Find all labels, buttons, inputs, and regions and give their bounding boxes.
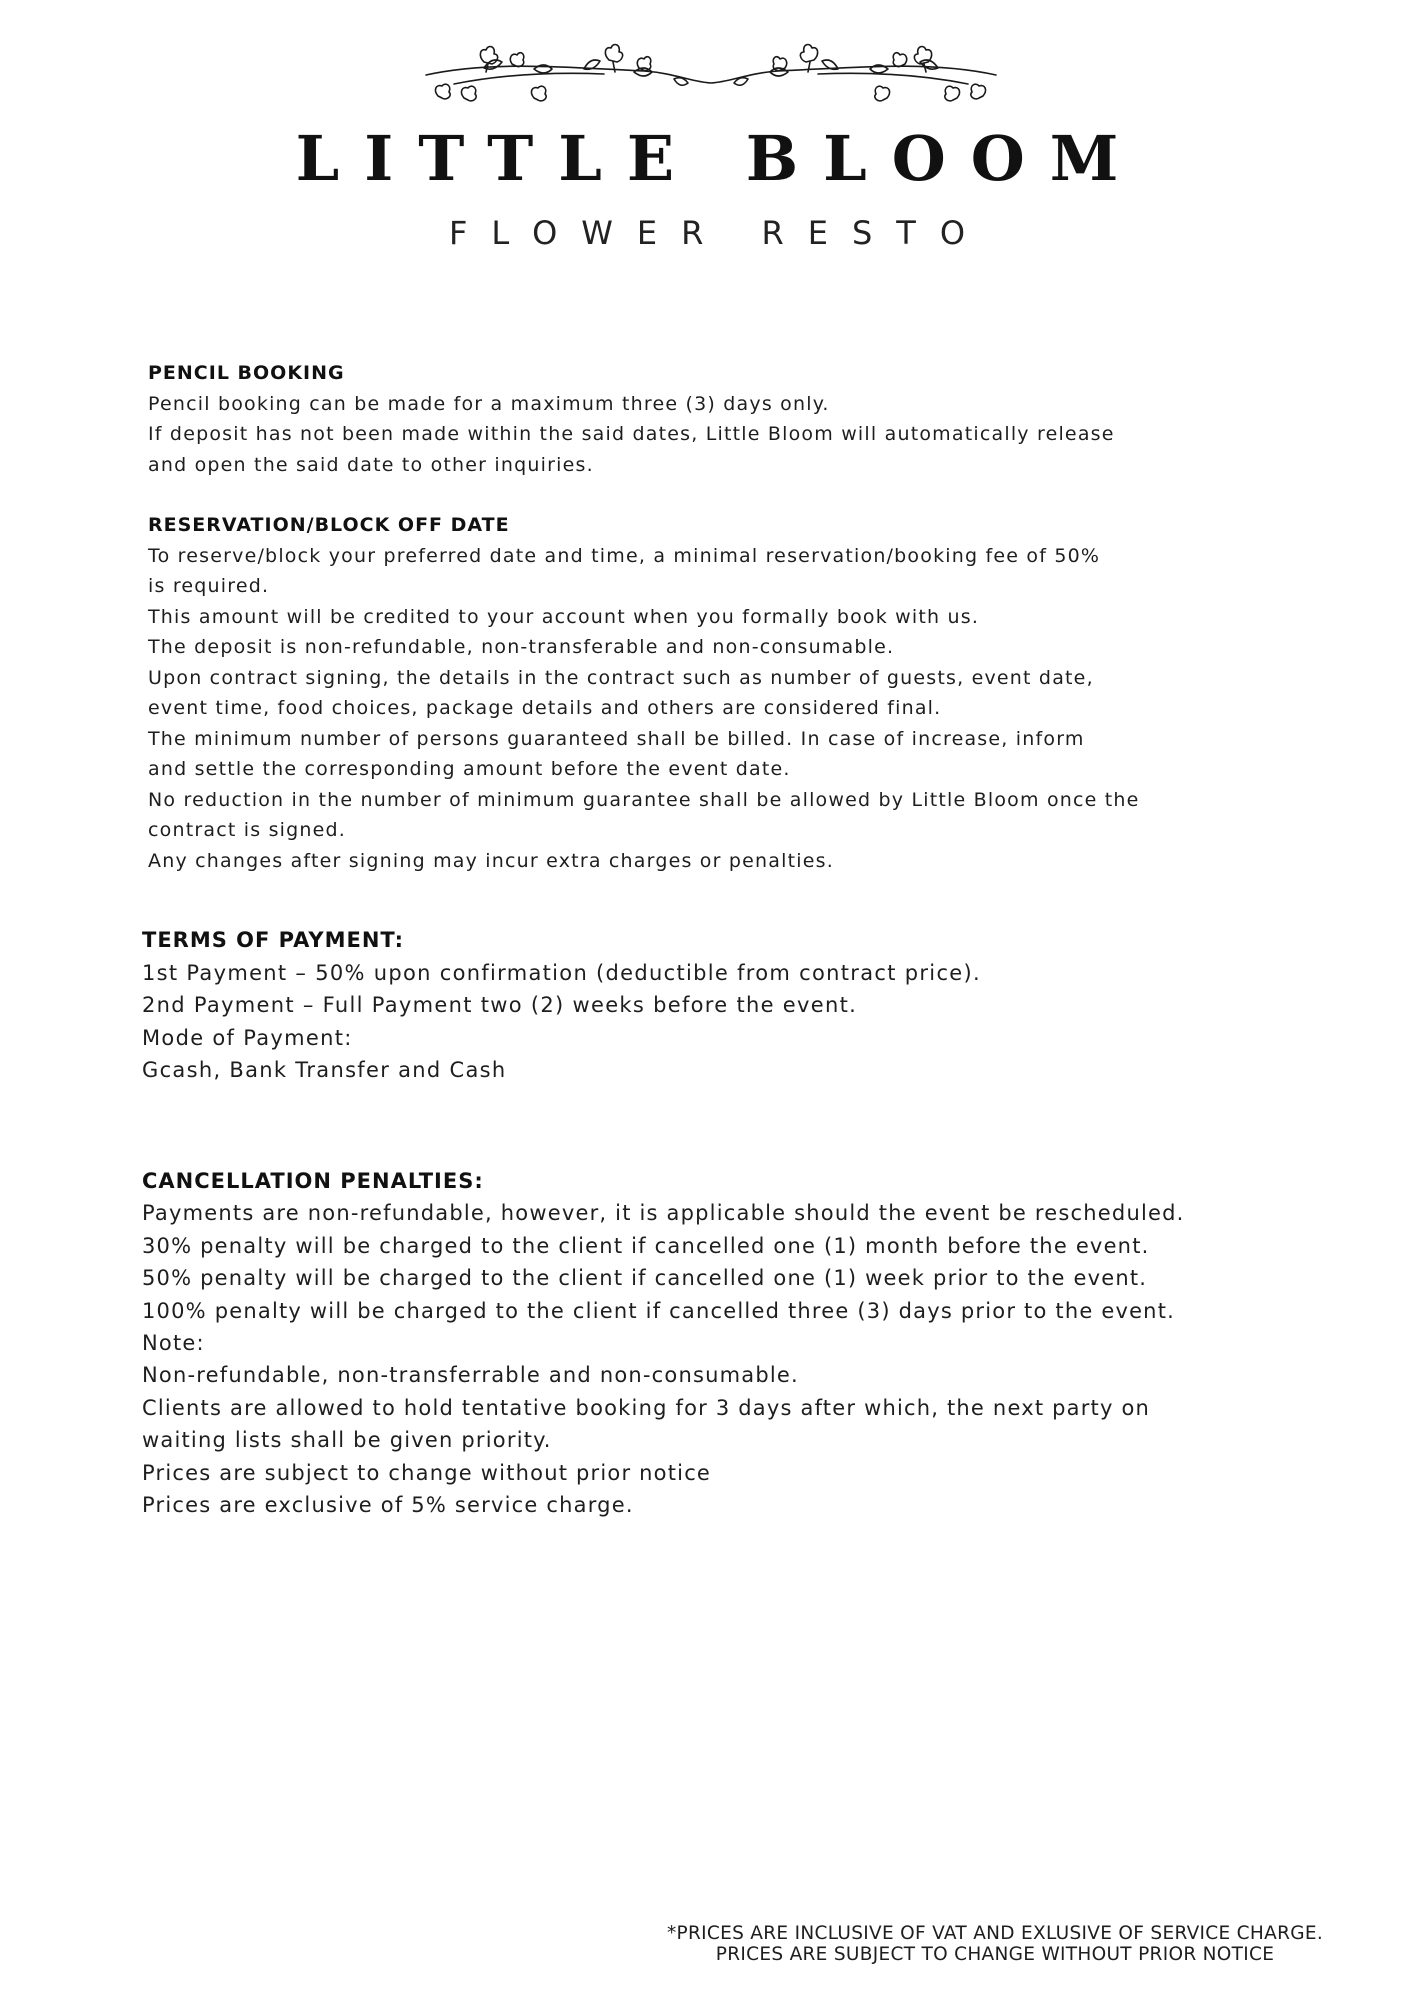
terms-of-payment-section [142, 924, 981, 1087]
cancellation-line: Non-refundable, non-transferrable and non-consumable. [142, 1363, 799, 1388]
reservation-line: The deposit is non-refundable, non-transferable and non-consumable. [148, 636, 895, 658]
cancellation-section [142, 1165, 1185, 1521]
reservation-line: Upon contract signing, the details in the contract such as number of guests, event date, [148, 666, 1094, 689]
cancellation-line: Payments are non-refundable, however, it is applicable should the event be rescheduled. [142, 1201, 1185, 1226]
reservation-heading: RESERVATION/BLOCK OFF DATE [148, 514, 510, 536]
reservation-line: No reduction in the number of minimum guarantee shall be allowed by Little Bloom once the [148, 788, 1140, 811]
cancellation-line: Note: [142, 1331, 205, 1356]
reservation-line: contract is signed. [148, 819, 347, 841]
brand-subtitle: FLOWER RESTO [448, 214, 990, 252]
payment-line: 1st Payment – 50% upon confirmation (deductible from contract price). [142, 960, 981, 985]
cancellation-heading: CANCELLATION PENALTIES: [142, 1169, 484, 1193]
pencil-booking-line: and open the said date to other inquiries. [148, 453, 594, 476]
reservation-line: Any changes after signing may incur extra charges or penalties. [148, 849, 834, 872]
terms-of-payment-heading: TERMS OF PAYMENT: [142, 928, 404, 952]
footer-line: *PRICES ARE INCLUSIVE OF VAT AND EXLUSIVE OF SERVICE CHARGE. [666, 1923, 1324, 1944]
pencil-booking-line: If deposit has not been made within the said dates, Little Bloom will automatically release [148, 423, 1115, 445]
payment-line: Gcash, Bank Transfer and Cash [142, 1058, 507, 1082]
footer-line: PRICES ARE SUBJECT TO CHANGE WITHOUT PRIOR NOTICE [715, 1944, 1275, 1965]
reservation-line: The minimum number of persons guaranteed shall be billed. In case of increase, inform [148, 727, 1085, 750]
price-disclaimer-footer [610, 1923, 1380, 1965]
pencil-booking-heading: PENCIL BOOKING [148, 362, 345, 384]
reservation-line: event time, food choices, package details and others are considered final. [148, 697, 942, 719]
cancellation-line: 100% penalty will be charged to the client if cancelled three (3) days prior to the event. [142, 1298, 1176, 1323]
reservation-section [148, 510, 1140, 876]
payment-line: Mode of Payment: [142, 1025, 353, 1050]
cancellation-line: Prices are subject to change without prior notice [142, 1460, 712, 1485]
pencil-booking-section [148, 358, 1115, 480]
payment-line: 2nd Payment – Full Payment two (2) weeks before the event. [142, 993, 858, 1017]
floral-vine-icon [424, 38, 998, 118]
cancellation-line: Clients are allowed to hold tentative booking for 3 days after which, the next party on [142, 1395, 1151, 1420]
cancellation-line: 50% penalty will be charged to the client if cancelled one (1) week prior to the event. [142, 1266, 1148, 1291]
reservation-line: This amount will be credited to your account when you formally book with us. [148, 605, 980, 628]
reservation-line: To reserve/block your preferred date and time, a minimal reservation/booking fee of 50% [148, 544, 1101, 567]
reservation-line: and settle the corresponding amount before the event date. [148, 758, 791, 780]
cancellation-line: 30% penalty will be charged to the client if cancelled one (1) month before the event. [142, 1233, 1150, 1258]
reservation-line: is required. [148, 575, 270, 597]
cancellation-line: waiting lists shall be given priority. [142, 1428, 552, 1453]
pencil-booking-line: Pencil booking can be made for a maximum three (3) days only. [148, 392, 830, 415]
brand-title: LITTLE BLOOM [295, 122, 1144, 195]
cancellation-line: Prices are exclusive of 5% service charge. [142, 1493, 634, 1518]
